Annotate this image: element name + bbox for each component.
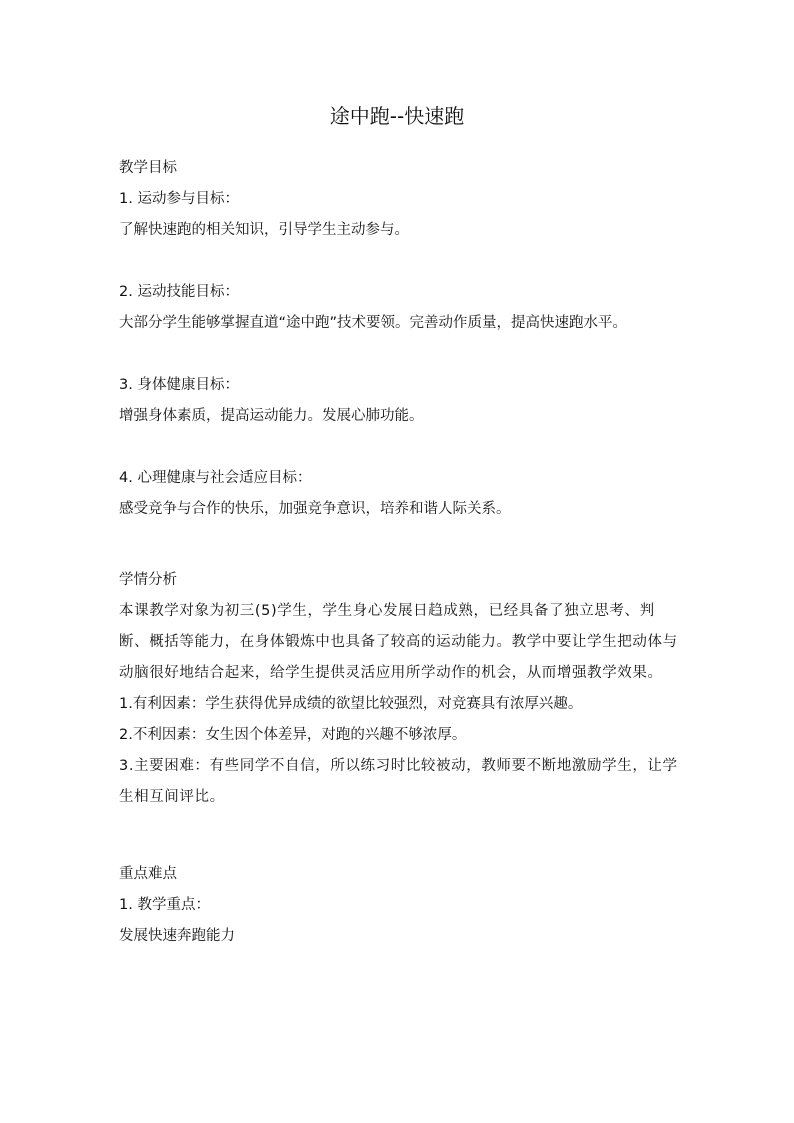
spacer: [119, 339, 679, 370]
section-heading-analysis: 学情分析: [119, 572, 177, 588]
goal-label-3: 3. 身体健康目标：: [119, 377, 239, 393]
spacer: [119, 813, 679, 859]
analysis-point-1: 1.有利因素：学生获得优异成绩的欲望比较强烈，对竞赛具有浓厚兴趣。: [119, 696, 583, 712]
goal-text-2: 大部分学生能够掌握直道“途中跑”技术要领。完善动作质量，提高快速跑水平。: [119, 315, 628, 331]
spacer: [119, 432, 679, 463]
goal-label-1: 1. 运动参与目标：: [119, 191, 239, 207]
analysis-paragraph: 本课教学对象为初三(5)学生，学生身心发展日趋成熟，已经具备了独立思考、判断、概括等能力，在身体锻炼中也具备了较高的运动能力。教学中要让学生把动体与动脑很好地结合起来，给学生提供灵活应用所学动作的机会，从而增强教学效果。: [119, 603, 678, 681]
goal-text-1: 了解快速跑的相关知识，引导学生主动参与。: [119, 222, 409, 238]
analysis-point-2: 2.不利因素：女生因个体差异，对跑的兴趣不够浓厚。: [119, 727, 467, 743]
spacer: [119, 525, 679, 565]
section-heading-goals: 教学目标: [119, 160, 177, 176]
analysis-point-3: 3.主要困难：有些同学不自信，所以练习时比较被动，教师要不断地激励学生，让学生相互间评比。: [119, 758, 678, 805]
goal-text-3: 增强身体素质，提高运动能力。发展心肺功能。: [119, 408, 424, 424]
spacer: [119, 246, 679, 277]
section-heading-keypoints: 重点难点: [119, 866, 177, 882]
keypoint-text-1: 发展快速奔跑能力: [119, 928, 235, 944]
goal-text-4: 感受竞争与合作的快乐，加强竞争意识，培养和谐人际关系。: [119, 501, 511, 517]
document-title: 途中跑--快速跑: [329, 104, 465, 128]
keypoint-label-1: 1. 教学重点：: [119, 897, 210, 913]
goal-label-4: 4. 心理健康与社会适应目标：: [119, 470, 312, 486]
goal-label-2: 2. 运动技能目标：: [119, 284, 239, 300]
document-body: [119, 153, 679, 952]
